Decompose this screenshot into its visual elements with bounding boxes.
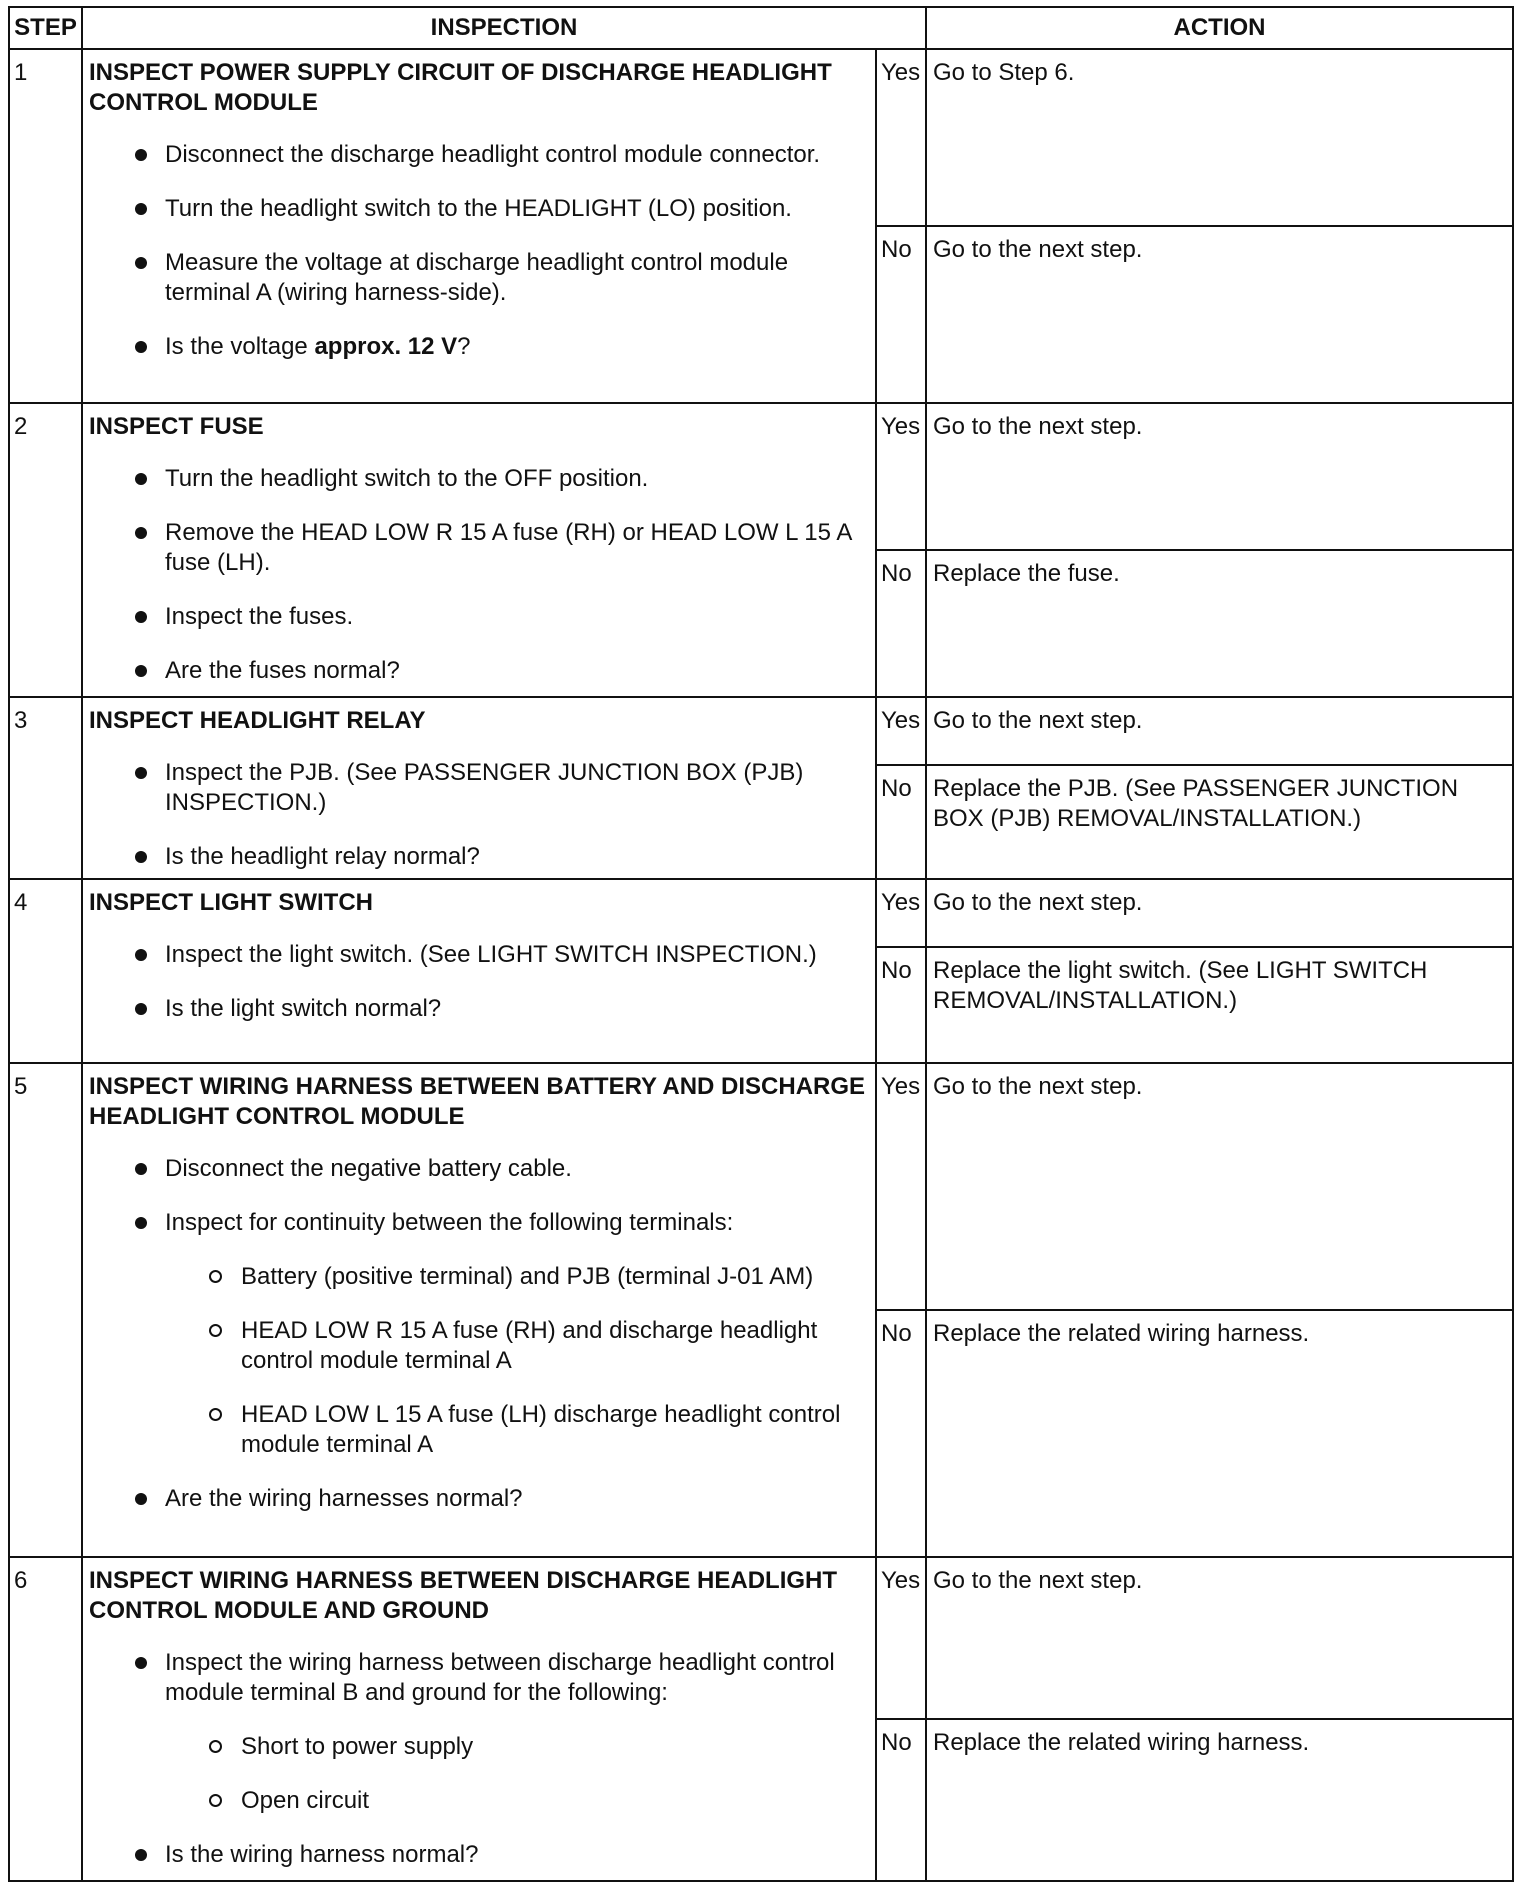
- inspection-cell: [82, 49, 876, 403]
- yes-label: Yes: [876, 697, 926, 765]
- sub-item: HEAD LOW L 15 A fuse (LH) discharge headlight control module terminal A: [241, 1400, 869, 1460]
- bullet-item: Are the fuses normal?: [165, 656, 869, 686]
- question-text: Is the voltage: [165, 333, 315, 360]
- bullet-item: Is the headlight relay normal?: [165, 842, 869, 872]
- bullet-item: [165, 1648, 869, 1816]
- inspection-cell: [82, 879, 876, 1063]
- step-title: INSPECT WIRING HARNESS BETWEEN BATTERY AND DISCHARGE HEADLIGHT CONTROL MODULE: [89, 1073, 866, 1130]
- step-title: INSPECT POWER SUPPLY CIRCUIT OF DISCHARGE HEADLIGHT CONTROL MODULE: [89, 59, 832, 116]
- bullet-item: Inspect the light switch. (See LIGHT SWITCH INSPECTION.): [165, 940, 869, 970]
- yes-action: Go to the next step.: [926, 697, 1513, 765]
- yes-action: Go to the next step.: [926, 879, 1513, 947]
- action-header: ACTION: [926, 7, 1513, 49]
- sub-item: Battery (positive terminal) and PJB (terminal J-01 AM): [241, 1262, 869, 1292]
- sub-item: Short to power supply: [241, 1732, 869, 1762]
- step-number: 6: [9, 1557, 82, 1881]
- yes-label: Yes: [876, 1063, 926, 1310]
- step-3-yes-row: [9, 697, 1513, 765]
- bullet-item: Inspect the fuses.: [165, 602, 869, 632]
- step-title: INSPECT LIGHT SWITCH: [89, 889, 373, 916]
- step-number: 1: [9, 49, 82, 403]
- yes-action: Go to the next step.: [926, 403, 1513, 550]
- bullet-item: Disconnect the discharge headlight control module connector.: [165, 140, 869, 170]
- bullet-item: [165, 1208, 869, 1460]
- inspection-cell: [82, 1063, 876, 1557]
- bullet-list: [89, 758, 869, 872]
- yes-action: Go to Step 6.: [926, 49, 1513, 226]
- bullet-list: [89, 1154, 869, 1514]
- sub-list: [165, 1732, 869, 1816]
- bullet-list: [89, 940, 869, 1024]
- bullet-item: Remove the HEAD LOW R 15 A fuse (RH) or HEAD LOW L 15 A fuse (LH).: [165, 518, 869, 578]
- no-label: No: [876, 550, 926, 697]
- bullet-item: Turn the headlight switch to the OFF position.: [165, 464, 869, 494]
- question-value: approx. 12 V: [314, 333, 458, 360]
- bullet-list: [89, 140, 869, 362]
- bullet-list: [89, 464, 869, 686]
- step-1-yes-row: [9, 49, 1513, 226]
- bullet-item: Are the wiring harnesses normal?: [165, 1484, 869, 1514]
- step-title: INSPECT WIRING HARNESS BETWEEN DISCHARGE HEADLIGHT CONTROL MODULE AND GROUND: [89, 1567, 838, 1624]
- no-action: Replace the fuse.: [926, 550, 1513, 697]
- no-label: No: [876, 765, 926, 879]
- no-label: No: [876, 947, 926, 1063]
- yes-label: Yes: [876, 49, 926, 226]
- inspection-cell: [82, 697, 876, 879]
- step-number: 5: [9, 1063, 82, 1557]
- bullet-list: [89, 1648, 869, 1870]
- bullet-item: Measure the voltage at discharge headlight control module terminal A (wiring harness-side).: [165, 248, 869, 308]
- bullet-item: [165, 332, 869, 362]
- yes-label: Yes: [876, 879, 926, 947]
- inspection-header: INSPECTION: [82, 7, 926, 49]
- step-6-yes-row: [9, 1557, 1513, 1719]
- step-title: INSPECT HEADLIGHT RELAY: [89, 707, 426, 734]
- step-table: [8, 6, 1514, 1882]
- no-action: Replace the PJB. (See PASSENGER JUNCTION BOX (PJB) REMOVAL/INSTALLATION.): [926, 765, 1513, 879]
- no-action: Replace the related wiring harness.: [926, 1719, 1513, 1881]
- step-number: 2: [9, 403, 82, 697]
- bullet-item: Turn the headlight switch to the HEADLIGHT (LO) position.: [165, 194, 869, 224]
- inspection-cell: [82, 1557, 876, 1881]
- question-mark: ?: [457, 333, 471, 360]
- header-row: [9, 7, 1513, 49]
- step-title: INSPECT FUSE: [89, 413, 264, 440]
- no-label: No: [876, 226, 926, 403]
- step-number: 4: [9, 879, 82, 1063]
- yes-action: Go to the next step.: [926, 1557, 1513, 1719]
- step-4-yes-row: [9, 879, 1513, 947]
- yes-label: Yes: [876, 1557, 926, 1719]
- step-5-yes-row: [9, 1063, 1513, 1310]
- step-header: STEP: [9, 7, 82, 49]
- inspection-cell: [82, 403, 876, 697]
- step-2-yes-row: [9, 403, 1513, 550]
- bullet-item: Is the light switch normal?: [165, 994, 869, 1024]
- sub-item: Open circuit: [241, 1786, 869, 1816]
- bullet-text: Inspect for continuity between the following terminals:: [165, 1209, 734, 1236]
- no-label: No: [876, 1719, 926, 1881]
- yes-label: Yes: [876, 403, 926, 550]
- no-action: Go to the next step.: [926, 226, 1513, 403]
- bullet-text: Inspect the wiring harness between discharge headlight control module terminal B and ground for the following:: [165, 1649, 835, 1706]
- no-action: Replace the related wiring harness.: [926, 1310, 1513, 1557]
- step-number: 3: [9, 697, 82, 879]
- bullet-item: Disconnect the negative battery cable.: [165, 1154, 869, 1184]
- bullet-item: Inspect the PJB. (See PASSENGER JUNCTION BOX (PJB) INSPECTION.): [165, 758, 869, 818]
- diagnostic-procedure-table: [8, 6, 1512, 1872]
- sub-item: HEAD LOW R 15 A fuse (RH) and discharge headlight control module terminal A: [241, 1316, 869, 1376]
- bullet-item: Is the wiring harness normal?: [165, 1840, 869, 1870]
- no-label: No: [876, 1310, 926, 1557]
- no-action: Replace the light switch. (See LIGHT SWITCH REMOVAL/INSTALLATION.): [926, 947, 1513, 1063]
- yes-action: Go to the next step.: [926, 1063, 1513, 1310]
- sub-list: [165, 1262, 869, 1460]
